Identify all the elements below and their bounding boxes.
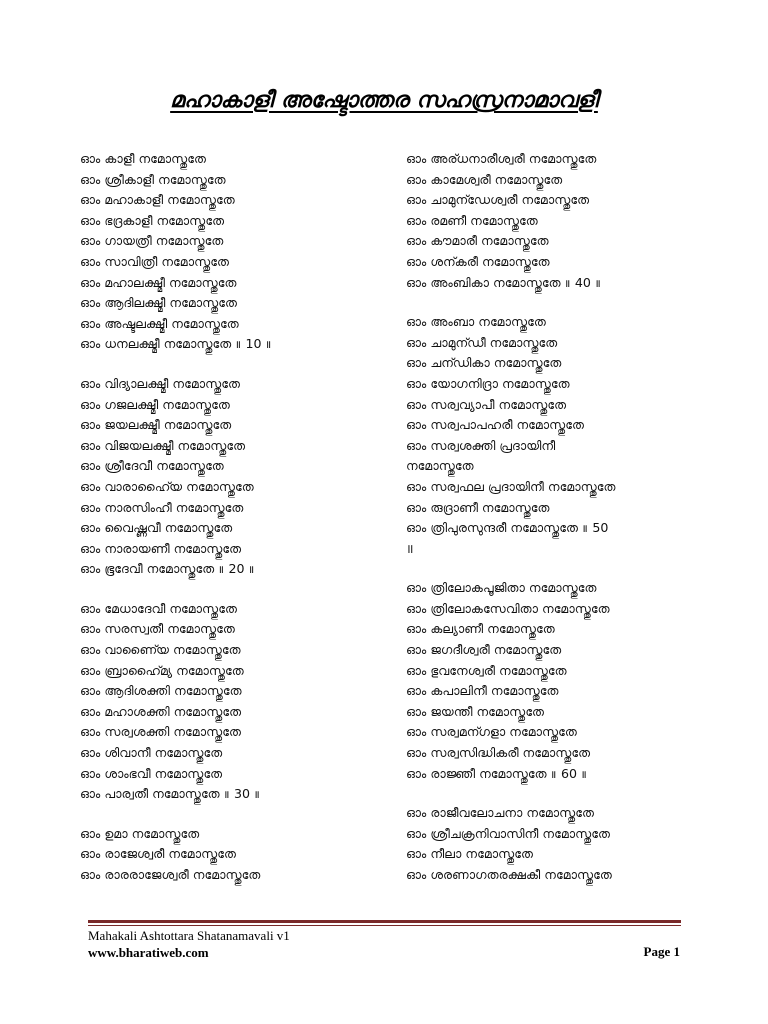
stanza [80, 149, 390, 355]
mantra-line: ഓം ധനലക്ഷ്മീ നമോസ്തുതേ ॥ 10 ॥ [80, 336, 272, 352]
footer-url[interactable]: www.bharatiweb.com [88, 945, 209, 960]
mantra-line: ഓം നാരായണീ നമോസ്തുതേ [80, 540, 242, 556]
footer-page-number: Page 1 [643, 944, 680, 959]
mantra-line: ഓം ശന്കരീ നമോസ്തുതേ [406, 253, 550, 269]
right-column [406, 149, 706, 905]
mantra-line: ഓം ബ്രാഹൈ്മ്യ നമോസ്തുതേ [80, 662, 244, 678]
mantra-line: ഓം സര്വസിദ്ധികരീ നമോസ്തുതേ [406, 745, 591, 761]
mantra-line: ഓം ഭദ്രകാളീ നമോസ്തുതേ [80, 212, 225, 228]
mantra-line: ഓം രാജീവലോചനാ നമോസ്തുതേ [406, 805, 595, 821]
mantra-line: ഓം ശ്രീദേവീ നമോസ്തുതേ [80, 458, 224, 474]
mantra-line: ഓം അംബാ നമോസ്തുതേ [406, 314, 546, 330]
mantra-line: ഓം മഹാകാളീ നമോസ്തുതേ [80, 192, 235, 208]
mantra-line: ഓം ഭുവനേശ്വരീ നമോസ്തുതേ [406, 662, 567, 678]
mantra-line: ഓം ശാംഭവീ നമോസ്തുതേ [80, 765, 223, 781]
mantra-line: ഓം മഹാശക്തി നമോസ്തുതേ [80, 703, 242, 719]
mantra-line: ഓം ചാമുന്ഡീ നമോസ്തുതേ [406, 334, 558, 350]
mantra-line: ഓം ജഗദീശ്വരീ നമോസ്തുതേ [406, 642, 562, 658]
mantra-line: ഓം വിദ്യാലക്ഷ്മീ നമോസ്തുതേ [80, 375, 241, 391]
mantra-line: ഓം ഉമാ നമോസ്തുതേ [80, 825, 200, 841]
mantra-line: ഓം സാവിത്രീ നമോസ്തുതേ [80, 253, 229, 269]
mantra-line: ഓം വാണൈ്യ നമോസ്തുതേ [80, 642, 241, 658]
mantra-line: ഓം കൗമാരീ നമോസ്തുതേ [406, 233, 549, 249]
mantra-line: ഓം സര്വശക്തി നമോസ്തുതേ [80, 724, 241, 740]
mantra-line: ഓം നാരസിംഹീ നമോസ്തുതേ [80, 499, 244, 515]
left-column [80, 149, 390, 905]
mantra-line: ഓം കാളീ നമോസ്തുതേ [80, 151, 207, 166]
mantra-line: നമോസ്തുതേ [406, 458, 474, 474]
mantra-line: ഓം പാര്വതീ നമോസ്തുതേ ॥ 30 ॥ [80, 786, 261, 802]
mantra-line: ഓം രമണീ നമോസ്തുതേ [406, 212, 538, 228]
mantra-line: ഓം ശ്രീചക്രനിവാസിനീ നമോസ്തുതേ [406, 825, 611, 841]
mantra-line: ഓം ഗജലക്ഷ്മീ നമോസ്തുതേ [80, 396, 230, 412]
mantra-line: ഓം കാമേശ്വരീ നമോസ്തുതേ [406, 171, 563, 187]
mantra-line: ഓം ആദിലക്ഷ്മീ നമോസ്തുതേ [80, 295, 238, 311]
stanza [80, 374, 390, 580]
mantra-line: ഓം ഭൂദേവീ നമോസ്തുതേ ॥ 20 ॥ [80, 561, 255, 577]
stanza [80, 599, 390, 805]
mantra-line: ഓം ഗായത്രീ നമോസ്തുതേ [80, 233, 224, 249]
mantra-line: ഓം രാരരാജേശ്വരീ നമോസ്തുതേ [80, 867, 261, 882]
mantra-line: ഓം മേധാദേവീ നമോസ്തുതേ [80, 600, 237, 616]
mantra-line: ഓം സര്വവ്യാപീ നമോസ്തുതേ [406, 396, 567, 412]
mantra-line: ॥ [406, 540, 414, 556]
mantra-line: ഓം ചന്ഡികാ നമോസ്തുതേ [406, 355, 562, 371]
mantra-line: ഓം ത്രിലോകസേവിതാ നമോസ്തുതേ [406, 600, 610, 616]
mantra-line: ഓം രാജ്ഞീ നമോസ്തുതേ ॥ 60 ॥ [406, 765, 588, 781]
mantra-line: ഓം ശരണാഗതരക്ഷകീ നമോസ്തുതേ [406, 867, 612, 882]
mantra-line: ഓം ത്രിപുരസുന്ദരീ നമോസ്തുതേ ॥ 50 [406, 520, 609, 536]
mantra-line: ഓം സര്വഫല പ്രദായിനീ നമോസ്തുതേ [406, 478, 616, 494]
stanza [406, 578, 706, 784]
mantra-line: ഓം വാരാഹൈ്യ നമോസ്തുതേ [80, 478, 254, 494]
stanza [80, 824, 390, 886]
footer-rule-thin [88, 925, 681, 926]
mantra-line: ഓം സര്വമന്ഗളാ നമോസ്തുതേ [406, 724, 577, 740]
mantra-line: ഓം നീലാ നമോസ്തുതേ [406, 846, 533, 862]
mantra-line: ഓം മഹാലക്ഷ്മീ നമോസ്തുതേ [80, 274, 237, 290]
page-title: മഹാകാളീ അഷ്ടോത്തര സഹസ്രനാമാവളീ [170, 88, 598, 113]
mantra-line: ഓം വൈഷ്ണവീ നമോസ്തുതേ [80, 520, 233, 536]
mantra-line: ഓം ശ്രീകാളീ നമോസ്തുതേ [80, 171, 226, 187]
mantra-line: ഓം ചാമുന്ഡേശ്വരീ നമോസ്തുതേ [406, 192, 590, 208]
mantra-line: ഓം സരസ്വതീ നമോസ്തുതേ [80, 621, 235, 637]
footer-rule [88, 920, 681, 923]
mantra-line: ഓം അര്ധനാരീശ്വരീ നമോസ്തുതേ [406, 151, 597, 166]
stanza [406, 149, 706, 293]
mantra-line: ഓം ശിവാനീ നമോസ്തുതേ [80, 745, 223, 761]
mantra-line: ഓം ത്രിലോകപൂജിതാ നമോസ്തുതേ [406, 580, 597, 596]
mantra-line: ഓം സര്വപാപഹരീ നമോസ്തുതേ [406, 417, 585, 433]
mantra-line: ഓം ജയന്തീ നമോസ്തുതേ [406, 703, 545, 719]
footer-doc-label: Mahakali Ashtottara Shatanamavali v1 [88, 928, 290, 943]
mantra-line: ഓം യോഗനിദ്രാ നമോസ്തുതേ [406, 375, 570, 391]
mantra-line: ഓം അഷ്ടലക്ഷ്മീ നമോസ്തുതേ [80, 315, 239, 331]
stanza [406, 312, 706, 559]
mantra-line: ഓം കപാലിനീ നമോസ്തുതേ [406, 683, 559, 699]
footer-left [88, 927, 290, 961]
mantra-line: ഓം രാജേശ്വരീ നമോസ്തുതേ [80, 846, 236, 862]
mantra-line: ഓം സര്വശക്തി പ്രദായിനീ [406, 437, 556, 453]
mantra-line: ഓം വിജയലക്ഷ്മീ നമോസ്തുതേ [80, 437, 246, 453]
mantra-line: ഓം ആദിശക്തി നമോസ്തുതേ [80, 683, 242, 699]
mantra-line: ഓം അംബികാ നമോസ്തുതേ ॥ 40 ॥ [406, 274, 602, 290]
mantra-line: ഓം ജയലക്ഷ്മീ നമോസ്തുതേ [80, 417, 232, 433]
mantra-line: ഓം കല്യാണീ നമോസ്തുതേ [406, 621, 555, 637]
stanza [406, 803, 706, 885]
mantra-line: ഓം രുദ്രാണീ നമോസ്തുതേ [406, 499, 550, 515]
